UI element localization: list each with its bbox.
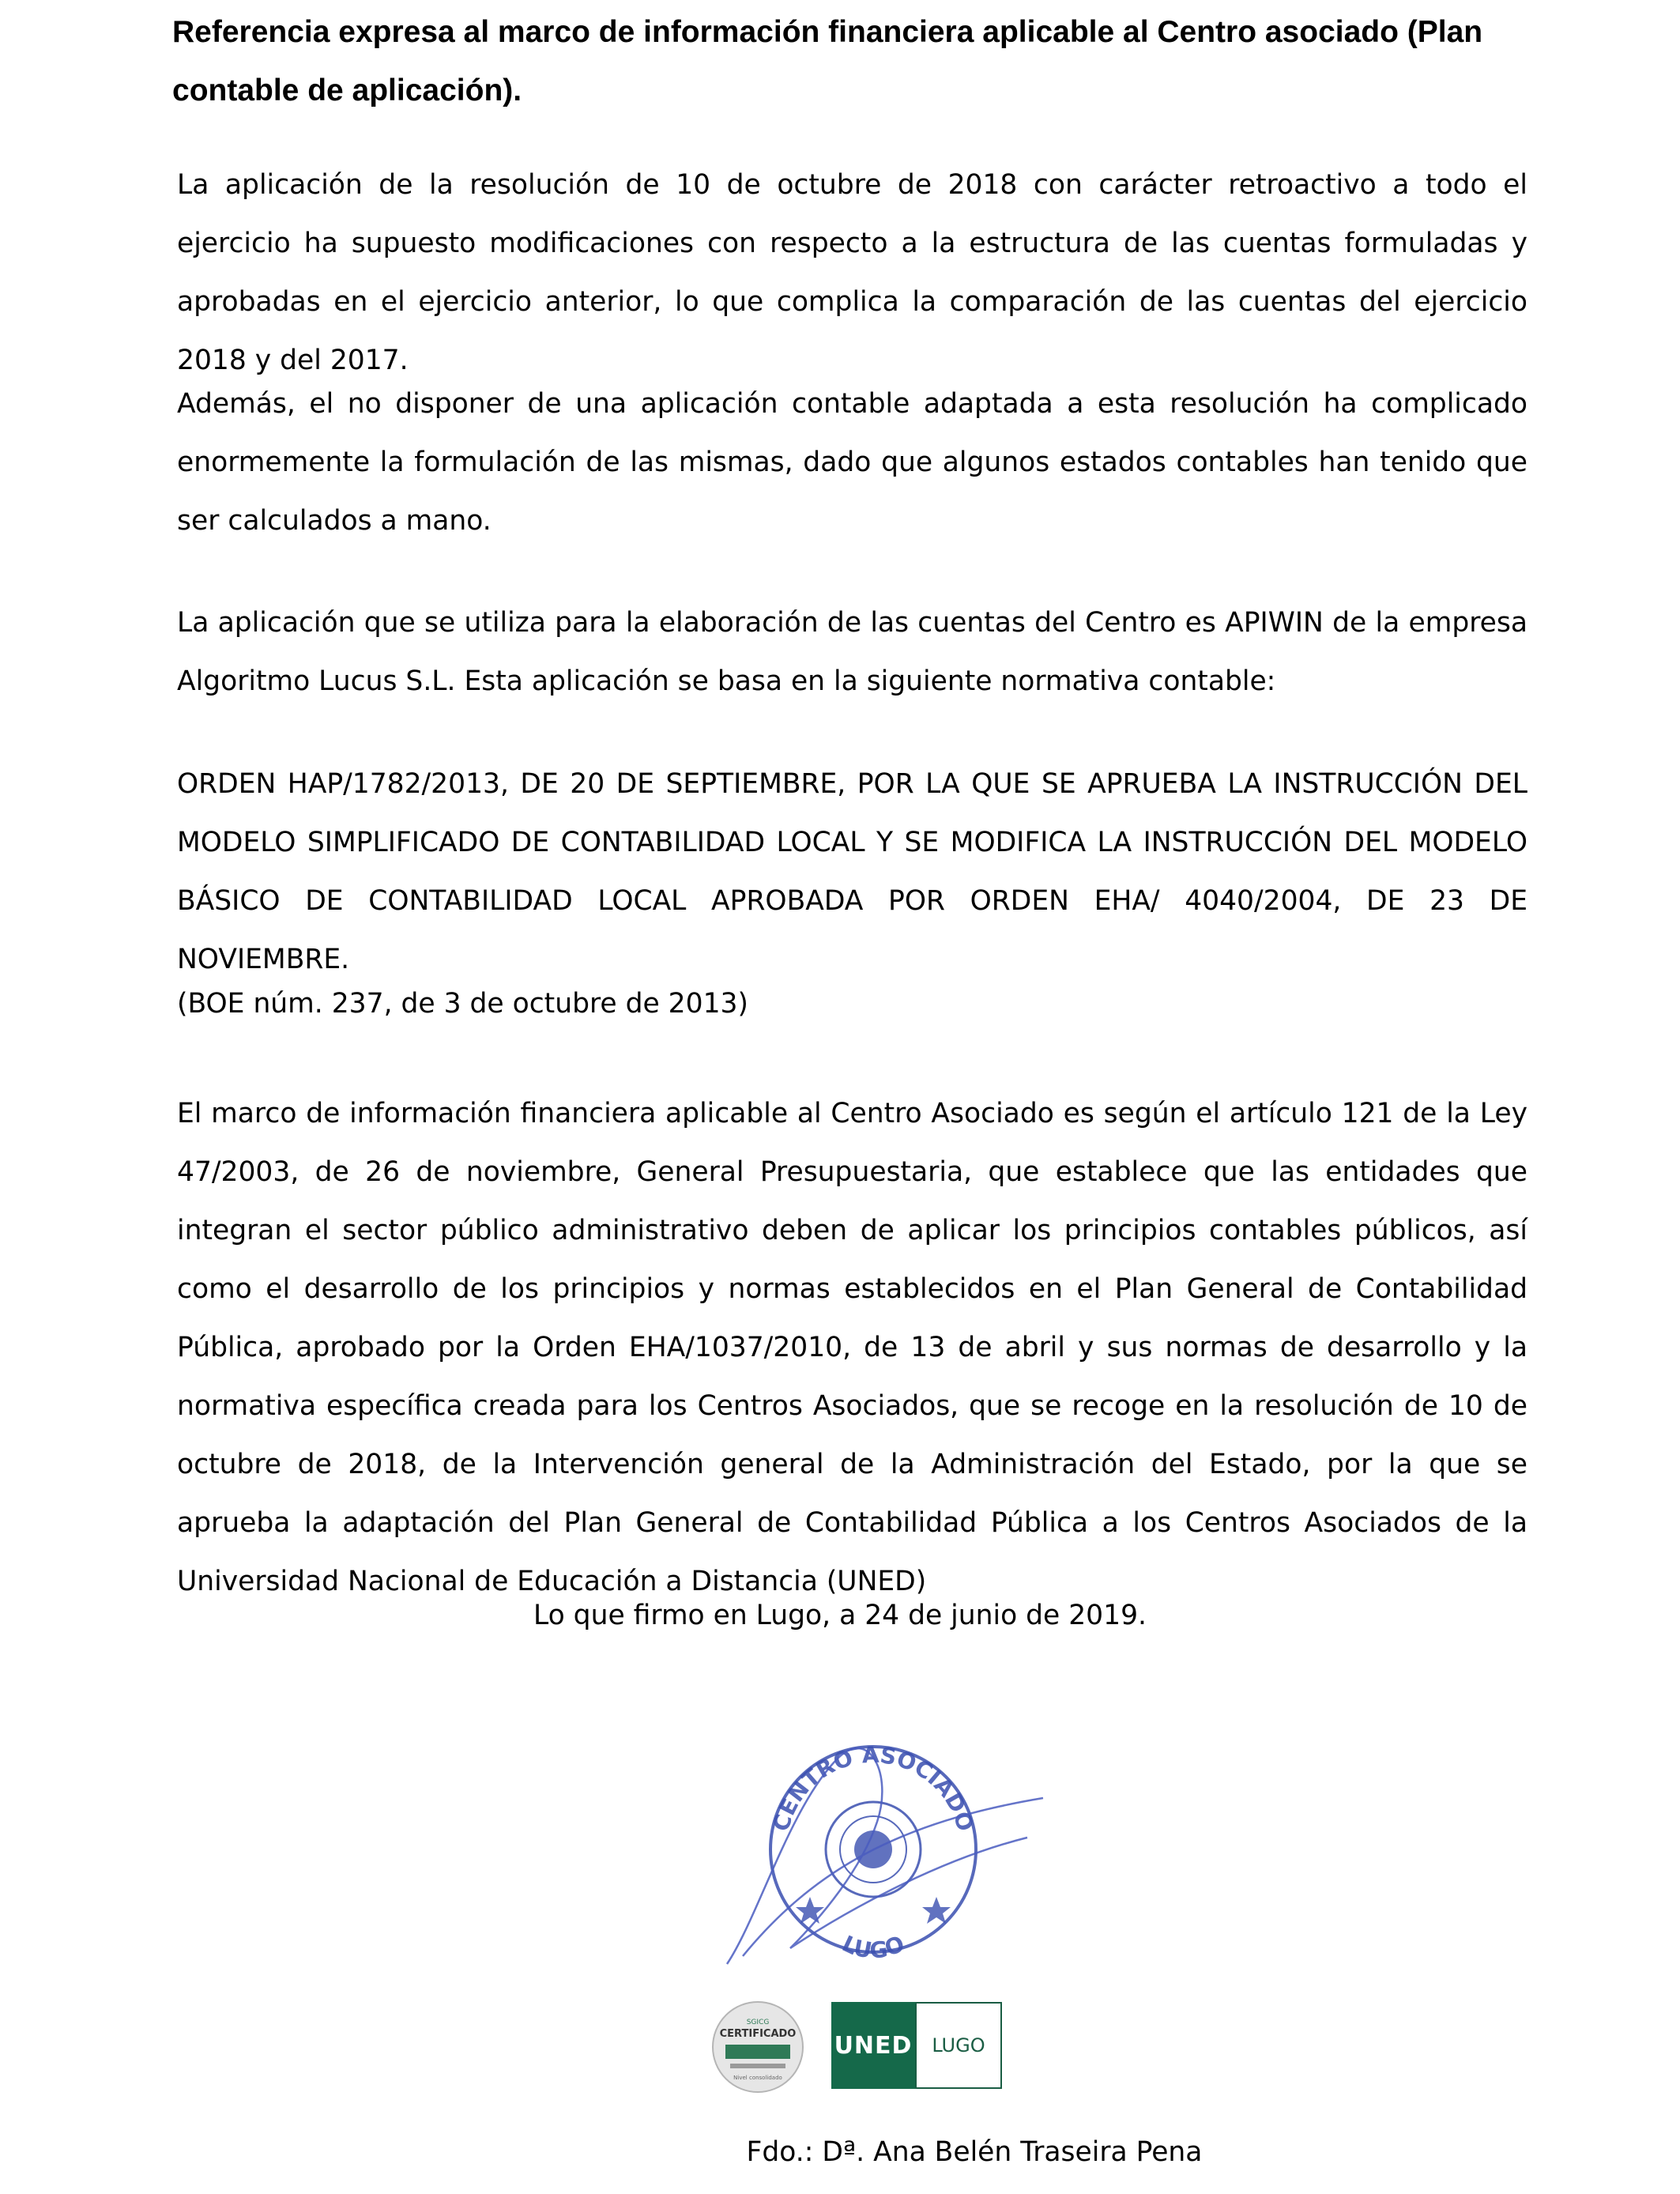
paragraph-accounting-application: Además, el no disponer de una aplicación contable adaptada a esta resolución ha complicado enormemente la formulación de las mismas, dado que algunos estados contables han tenido que ser calculados a mano.: [177, 388, 1527, 537]
paragraph-financial-framework: El marco de información financiera aplicable al Centro Asociado es según el artículo 121 de la Ley 47/2003, de 26 de noviembre, General Presupuestaria, que establece que las entidades que integran el sector público administrativo deben de aplicar los principios contables públicos, así como el desarrollo de los principios y normas establecidos en el Plan General de Contabilidad Pública, aprobado por la Orden EHA/1037/2010, de 13 de abril y sus normas de desarrollo y la normativa específica creada para los Centros Asociados, que se recoge en la resolución de 10 de octubre de 2018, de la Intervención general de la Administración del Estado, por la que se aprueba la adaptación del Plan General de Contabilidad Pública a los Centros Asociados de la Universidad Nacional de Educación a Distancia (UNED): [177, 1098, 1527, 1597]
closing-line: Lo que firmo en Lugo, a 24 de junio de 2019.: [533, 1600, 1147, 1631]
stamp-top-text: CENTRO ASOCIADO: [767, 1741, 979, 1834]
stamp-bottom-text: LUGO: [838, 1930, 909, 1964]
section-heading: Referencia expresa al marco de información financiera aplicable al Centro asociado (Plan contable de aplicación).: [172, 15, 1483, 107]
signer-line: Fdo.: Dª. Ana Belén Traseira Pena: [746, 2136, 1203, 2168]
certification-badge-icon: [711, 2000, 804, 2094]
lugo-logo: LUGO: [915, 2002, 1002, 2089]
uned-logo: [831, 2002, 915, 2089]
official-stamp-with-signature: [695, 1711, 1051, 1972]
badge-top-text: SGICG: [746, 2019, 770, 2026]
paragraph-retroactive-application: La aplicación de la resolución de 10 de octubre de 2018 con carácter retroactivo a todo el ejercicio ha supuesto modificaciones con respecto a la estructura de las cuentas formuladas y aprobadas en el ejercicio anterior, lo que complica la comparación de las cuentas del ejercicio 2018 y del 2017.: [177, 169, 1527, 376]
badge-main-text: CERTIFICADO: [719, 2028, 797, 2040]
svg-text:LUGO: [838, 1930, 909, 1963]
badge-sub-text: Nivel consolidado: [733, 2075, 782, 2081]
paragraph-apiwin: La aplicación que se utiliza para la elaboración de las cuentas del Centro es APIWIN de la empresa Algoritmo Lucus S.L. Esta aplicación se basa en la siguiente normativa contable:: [177, 607, 1527, 697]
paragraph-boe-reference: (BOE núm. 237, de 3 de octubre de 2013): [177, 988, 748, 1020]
institution-logos: [711, 1996, 1027, 2098]
paragraph-order-hap: ORDEN HAP/1782/2013, DE 20 DE SEPTIEMBRE, POR LA QUE SE APRUEBA LA INSTRUCCIÓN DEL MODELO SIMPLIFICADO DE CONTABILIDAD LOCAL Y SE MODIFICA LA INSTRUCCIÓN DEL MODELO BÁSICO DE CONTABILIDAD LOCAL APROBADA POR ORDEN EHA/ 4040/2004, DE 23 DE NOVIEMBRE.: [177, 768, 1527, 975]
uned-logo-text: UNED: [834, 2031, 913, 2060]
